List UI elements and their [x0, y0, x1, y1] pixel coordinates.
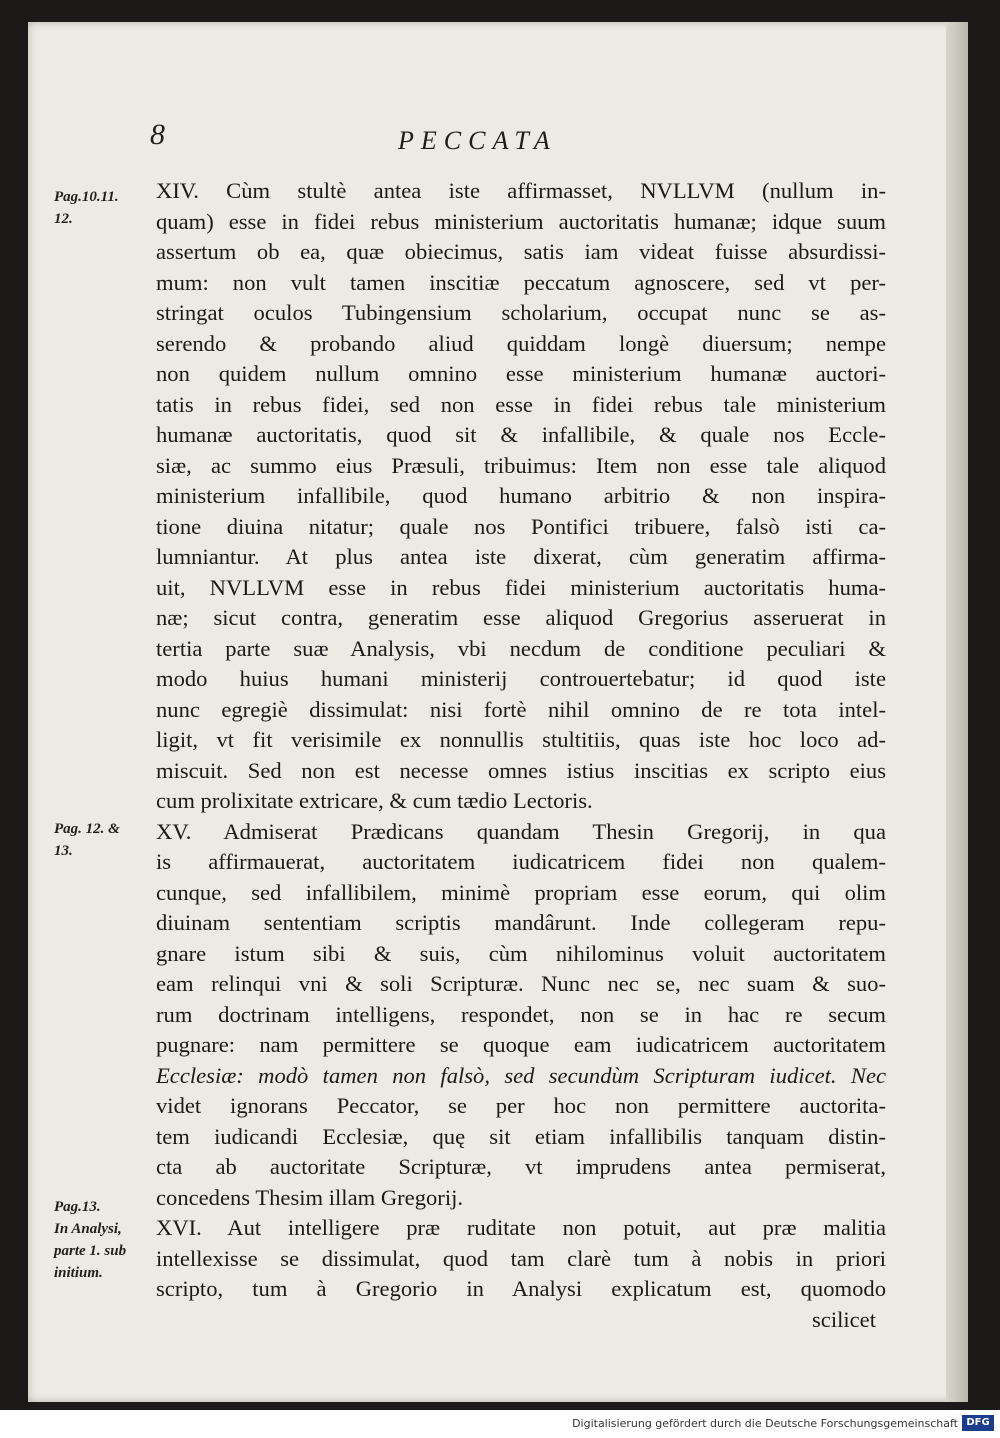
- margin-note-line: initium.: [54, 1265, 103, 1281]
- text-line: videt ignorans Peccator, se per hoc non permittere auctorita-: [156, 1093, 886, 1118]
- text-line: gnare istum sibi & suis, cùm nihilominus voluit auctoritatem: [156, 940, 886, 966]
- margin-note-line: 13.: [54, 843, 73, 859]
- text-line: non quidem nullum omnino esse ministerium humanæ auctori-: [156, 361, 886, 386]
- text-line: quam) esse in fidei rebus ministerium auctoritatis humanæ; idque suum: [156, 208, 886, 234]
- text-line: lumniantur. At plus antea iste dixerat, cùm generatim affirma-: [156, 544, 886, 569]
- text-line: serendo & probando aliud quiddam longè diuersum; nempe: [156, 330, 886, 356]
- text-line: næ; sicut contra, generatim esse aliquod Gregorius asseruerat in: [156, 605, 886, 630]
- margin-note: [54, 818, 159, 862]
- running-head: PECCATA: [398, 126, 557, 155]
- text-line: rum doctrinam intelligens, respondet, non se in hac re secum: [156, 1001, 886, 1027]
- text-line: tatis in rebus fidei, sed non esse in fidei rebus tale ministerium: [156, 391, 886, 417]
- text-line: cum prolixitate extricare, & cum tædio Lectoris.: [156, 788, 593, 813]
- text-line: siæ, ac summo eius Præsuli, tribuimus: Item non esse tale aliquod: [156, 452, 886, 478]
- page-header: [150, 118, 770, 158]
- text-line: diuinam sententiam scriptis mandârunt. Inde collegeram repu-: [156, 910, 886, 935]
- margin-note-line: Pag. 12. &: [54, 821, 120, 837]
- text-line: XV. Admiserat Prædicans quandam Thesin Gregorij, in qua: [156, 818, 886, 844]
- margin-note-line: In Analysi,: [54, 1221, 122, 1237]
- text-line: Ecclesiæ: modò tamen non falsò, sed secundùm Scripturam iudicet. Nec: [156, 1062, 886, 1088]
- page-number: 8: [150, 118, 165, 151]
- body-text: [156, 176, 886, 1335]
- margin-note-line: 12.: [54, 211, 73, 227]
- page-edge: [946, 22, 968, 1402]
- text-line: miscuit. Sed non est necesse omnes istius inscitias ex scripto eius: [156, 757, 886, 783]
- text-line: cta ab auctoritate Scripturæ, vt imprudens antea permiserat,: [156, 1154, 886, 1179]
- text-line: nunc egregiè dissimulat: nisi fortè nihil omnino de re tota intel-: [156, 696, 886, 722]
- dfg-logo: DFG: [962, 1415, 994, 1431]
- text-line: XIV. Cùm stultè antea iste affirmasset, NVLLVM (nullum in-: [156, 178, 886, 203]
- margin-note-line: parte 1. sub: [54, 1243, 127, 1259]
- text-line: tem iudicandi Ecclesiæ, quę sit etiam infallibilis tanquam distin-: [156, 1123, 886, 1149]
- text-line: tertia parte suæ Analysis, vbi necdum de conditione peculiari &: [156, 635, 886, 661]
- text-line: XVI. Aut intelligere præ ruditate non potuit, aut præ malitia: [156, 1215, 886, 1240]
- margin-note-line: Pag.13.: [54, 1199, 101, 1215]
- text-line: uit, NVLLVM esse in rebus fidei ministerium auctoritatis huma-: [156, 574, 886, 600]
- text-line: assertum ob ea, quæ obiecimus, satis iam videat fuisse absurdissi-: [156, 239, 886, 264]
- margin-note-line: Pag.10.11.: [54, 189, 119, 205]
- margin-note: [54, 186, 159, 230]
- text-line: humanæ auctoritatis, quod sit & infallibile, & quale nos Eccle-: [156, 422, 886, 447]
- footer-strip: [0, 1410, 1000, 1438]
- text-line: intellexisse se dissimulat, quod tam clarè tum à nobis in priori: [156, 1245, 886, 1271]
- text-line: ministerium infallibile, quod humano arbitrio & non inspira-: [156, 483, 886, 508]
- text-line: eam relinqui vni & soli Scripturæ. Nunc nec se, nec suam & suo-: [156, 971, 886, 996]
- text-line: is affirmauerat, auctoritatem iudicatricem fidei non qualem-: [156, 849, 886, 874]
- text-line: ligit, vt fit verisimile ex nonnullis stultitiis, quas iste hoc loco ad-: [156, 727, 886, 752]
- text-line: modo huius humani ministerij controuertebatur; id quod iste: [156, 666, 886, 691]
- text-line: tione diuina nitatur; quale nos Pontifici tribuere, falsò isti ca-: [156, 513, 886, 539]
- text-line: stringat oculos Tubingensium scholarium, occupat nunc se as-: [156, 300, 886, 325]
- text-line: concedens Thesim illam Gregorij.: [156, 1184, 464, 1210]
- catchword: scilicet: [812, 1306, 876, 1332]
- funding-credit: Digitalisierung gefördert durch die Deutsche Forschungsgemeinschaft: [572, 1417, 958, 1430]
- margin-note: [54, 1196, 159, 1284]
- text-line: cunque, sed infallibilem, minimè propriam esse eorum, qui olim: [156, 879, 886, 905]
- text-line: mum: non vult tamen inscitiæ peccatum agnoscere, sed vt per-: [156, 269, 886, 295]
- text-line: scripto, tum à Gregorio in Analysi explicatum est, quomodo: [156, 1276, 886, 1301]
- text-line: pugnare: nam permittere se quoque eam iudicatricem auctoritatem: [156, 1032, 886, 1057]
